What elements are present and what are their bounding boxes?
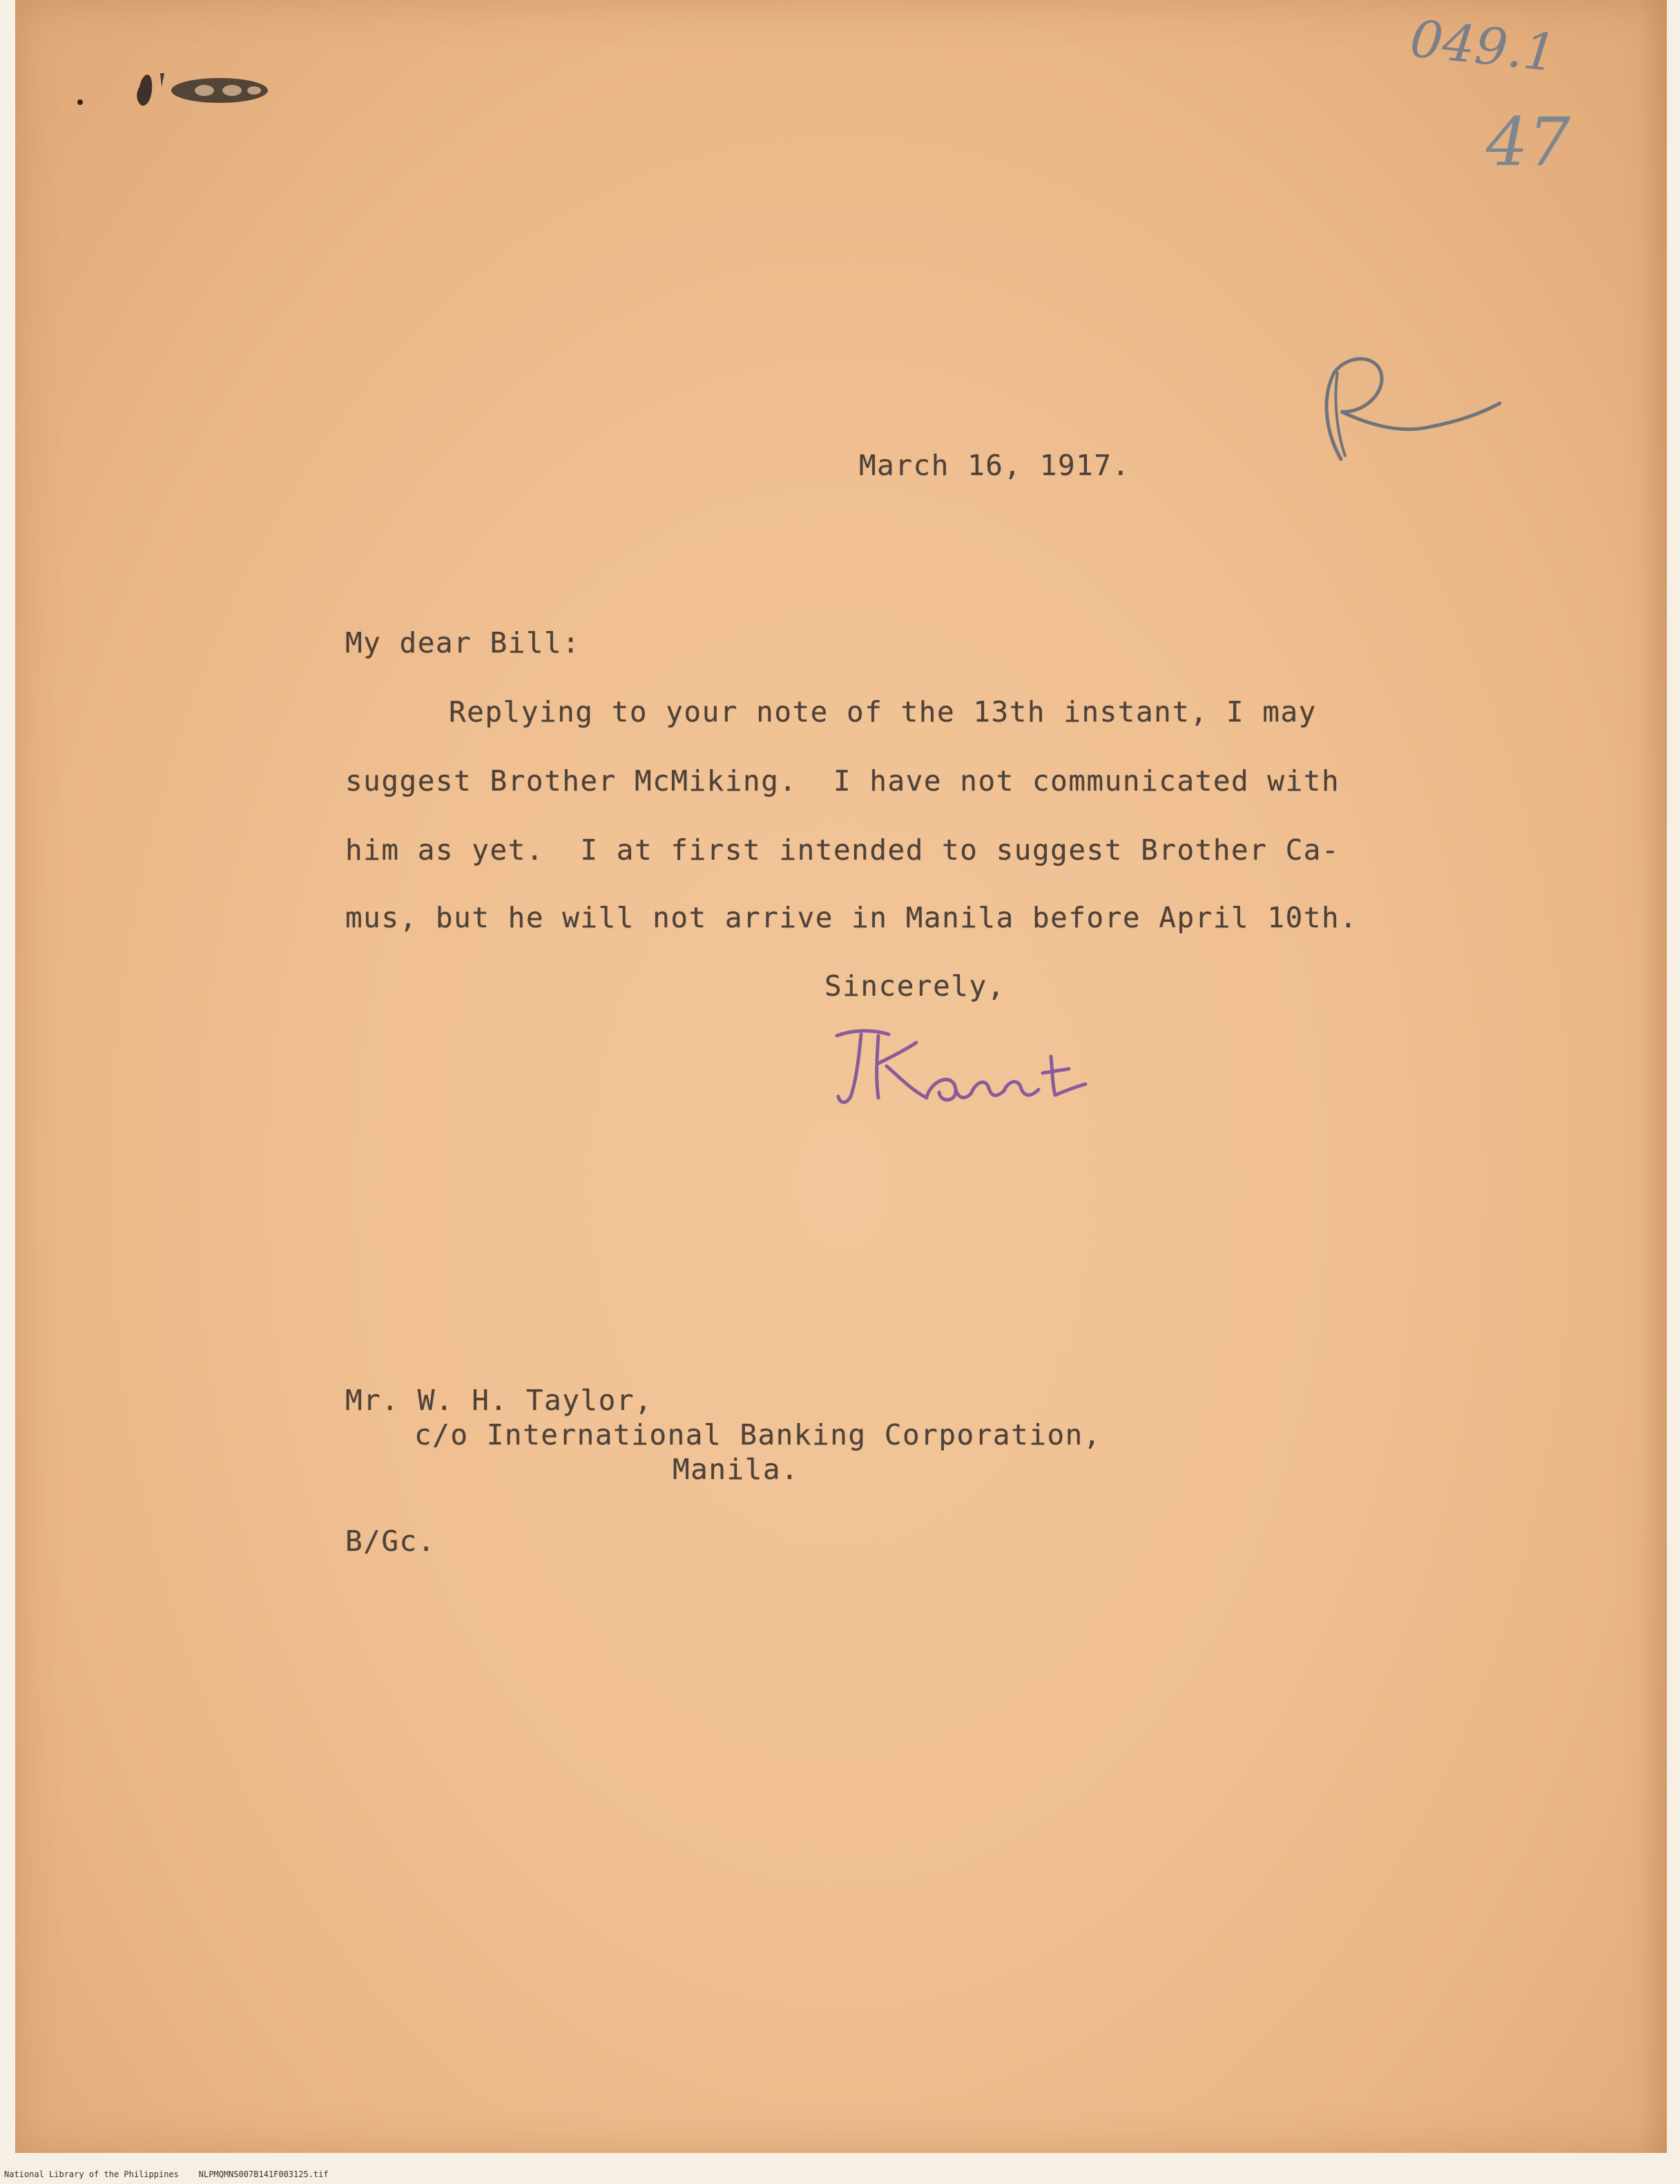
letter-body-line-3: him as yet. I at first intended to suggest Brother Ca- (345, 833, 1340, 867)
reference-initials: B/Gc. (345, 1525, 436, 1558)
page-number-annotation: 47 (1486, 104, 1571, 181)
ink-smudge-icon (73, 59, 370, 122)
recipient-address-line-2: c/o International Banking Corporation, (414, 1418, 1101, 1451)
letter-date: March 16, 1917. (859, 449, 1130, 482)
scan-footer-caption: National Library of the Philippines NLPMQMNS007B141F003125.tif (4, 2169, 329, 2179)
letter-body-line-1: Replying to your note of the 13th instant, I may (449, 695, 1317, 728)
recipient-name: Mr. W. H. Taylor, (345, 1384, 653, 1417)
letter-salutation: My dear Bill: (345, 626, 581, 659)
letter-body-line-4: mus, but he will not arrive in Manila before April 10th. (345, 901, 1358, 934)
handwritten-signature (823, 1015, 1127, 1119)
letter-closing: Sincerely, (824, 969, 1005, 1003)
recipient-address-line-3: Manila. (673, 1453, 800, 1486)
file-number-annotation: 049.1 (1407, 9, 1559, 84)
letter-body-line-2: suggest Brother McMiking. I have not communicated with (345, 764, 1340, 798)
paper-edge-shadow (1639, 0, 1667, 2153)
pencil-r-mark-icon (1258, 345, 1520, 483)
letter-sheet (15, 0, 1667, 2153)
